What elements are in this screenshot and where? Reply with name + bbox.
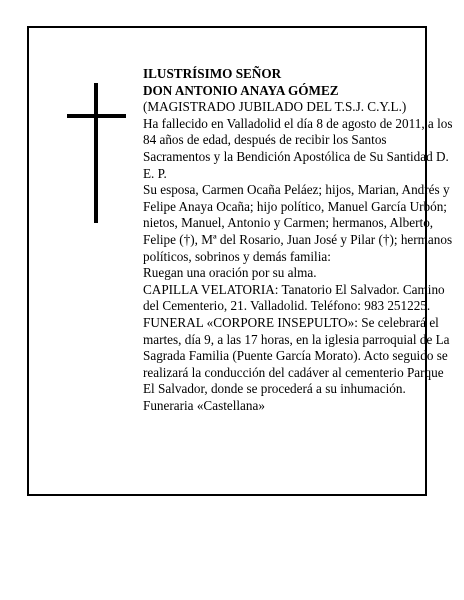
deceased-name: DON ANTONIO ANAYA GÓMEZ bbox=[143, 82, 339, 98]
cross-icon bbox=[94, 83, 98, 223]
wake-info: CAPILLA VELATORIA: Tanatorio El Salvador. Camino del Cementerio, 21. Valladolid. Teléfono: 983 251225. bbox=[143, 281, 445, 314]
title-honorific: ILUSTRÍSIMO SEÑOR bbox=[143, 66, 282, 81]
prayer-request: Ruegan una oración por su alma. bbox=[143, 265, 317, 281]
family-list: Su esposa, Carmen Ocaña Peláez; hijos, Marian, Andrés y Felipe Anaya Ocaña; hijo político, Manuel García Urbón; nietos, Manuel, Antonio y Carmen; hermanos, Alberto, Felipe (†), Mª del Rosario, Juan José y Pilar (†); hermanos políticos, sobrinos y demás familia: bbox=[143, 182, 453, 264]
deceased-position: (MAGISTRADO JUBILADO DEL T.S.J. C.Y.L.) bbox=[143, 99, 407, 115]
death-notice: Ha fallecido en Valladolid el día 8 de agosto de 2011, a los 84 años de edad, después de recibir los Santos Sacramentos y la Bendición Apostólica de Su Santidad D. E. P. bbox=[143, 115, 453, 181]
obituary-text bbox=[143, 66, 455, 414]
funeral-info: FUNERAL «CORPORE INSEPULTO»: Se celebrará el martes, día 9, a las 17 horas, en la iglesia parroquial de La Sagrada Familia (Puente García Morato). Acto seguido se realizará la conducción del cadáver al cementerio Parque El Salvador, donde se procederá a su inhumación. bbox=[143, 314, 450, 397]
cross-icon-crossbar bbox=[67, 114, 126, 118]
funeral-home: Funeraria «Castellana» bbox=[143, 397, 265, 413]
obituary-notice bbox=[27, 26, 453, 496]
